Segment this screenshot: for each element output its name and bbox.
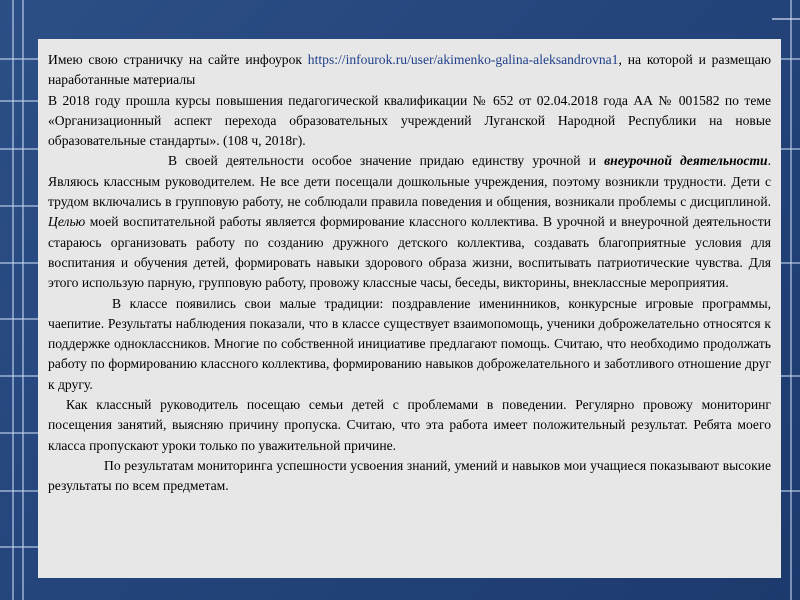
paragraph-text: В своей деятельности особое значение придаю единству урочной и (168, 153, 605, 169)
grid-line-decoration (0, 432, 38, 434)
paragraph-traditions: В классе появились свои малые традиции: поздравление именинников, конкурсные игровые программы, чаепитие. Результаты наблюдения показали, что в классе существует взаимопомощь, ученики доброжелательно относятся к поддержке одноклассников. Многие по собственной инициативе предлагают помощь. Считаю, что необходимо продолжать работу по формированию классного коллектива, формированию навыков доброжелательного и заботливого отношение друг к другу. (48, 295, 771, 392)
paragraph-results: По результатам мониторинга успешности усвоения знаний, умений и навыков мои учащиеся показывают высокие результаты по всем предметам. (48, 457, 771, 494)
paragraph-website (48, 50, 771, 91)
paragraph-text: моей воспитательной работы является формирование классного коллектива. В урочной и внеурочной деятельности стараюсь организовать работу по созданию дружного детского коллектива, создавать благоприятные условия для воспитания и обучения детей, формировать навыки здорового образа жизни, воспитывать патриотические чувства. Для этого использую парную, групповую работу, провожу классные часы, беседы, викторины, внеклассные мероприятия. (48, 214, 771, 291)
grid-line-decoration (12, 0, 14, 600)
grid-line-decoration (0, 205, 38, 207)
grid-line-decoration (0, 318, 38, 320)
grid-line-decoration (0, 148, 38, 150)
paragraph-text: Имею свою страничку на сайте инфоурок (48, 52, 308, 67)
paragraph-families: Как классный руководитель посещаю семьи детей с проблемами в поведении. Регулярно провожу мониторинг посещения занятий, выясняю причину пропуска. Считаю, что эта работа имеет положительный результат. Ребята моего класса пропускают уроки только по уважительной причине. (48, 397, 771, 453)
grid-line-decoration (0, 100, 38, 102)
paragraph-courses: В 2018 году прошла курсы повышения педагогической квалификации № 652 от 02.04.2018 года АА № 001582 по теме «Организационный аспект перехода образовательных учреждений Луганской Народной Республики на новые образовательные стандарты». (108 ч, 2018г). (48, 92, 771, 149)
emphasis-bold-italic: внеурочной деятельности (604, 153, 768, 169)
text-panel (38, 39, 781, 578)
corner-decoration (772, 18, 800, 20)
paragraph-activity (48, 151, 771, 293)
grid-line-decoration (0, 262, 38, 264)
emphasis-italic: Целью (48, 214, 86, 230)
grid-line-decoration (0, 490, 38, 492)
grid-line-decoration (0, 546, 38, 548)
infourok-profile-link[interactable]: https://infourok.ru/user/akimenko-galina-aleksandrovna1 (307, 52, 619, 67)
grid-line-decoration (0, 375, 38, 377)
paragraph-text: . Являюсь классным руководителем. Не все дети посещали дошкольные учреждения, поэтому возникли трудности. Дети с трудом включались в групповую работу, не соблюдали правила поведения и общения, возникали проблемы с дисциплиной. (48, 153, 771, 210)
grid-line-decoration (0, 58, 38, 60)
paragraph-text: , на которой и размещаю наработанные материалы (48, 52, 771, 88)
grid-line-decoration (22, 0, 24, 600)
grid-line-decoration (790, 0, 792, 600)
